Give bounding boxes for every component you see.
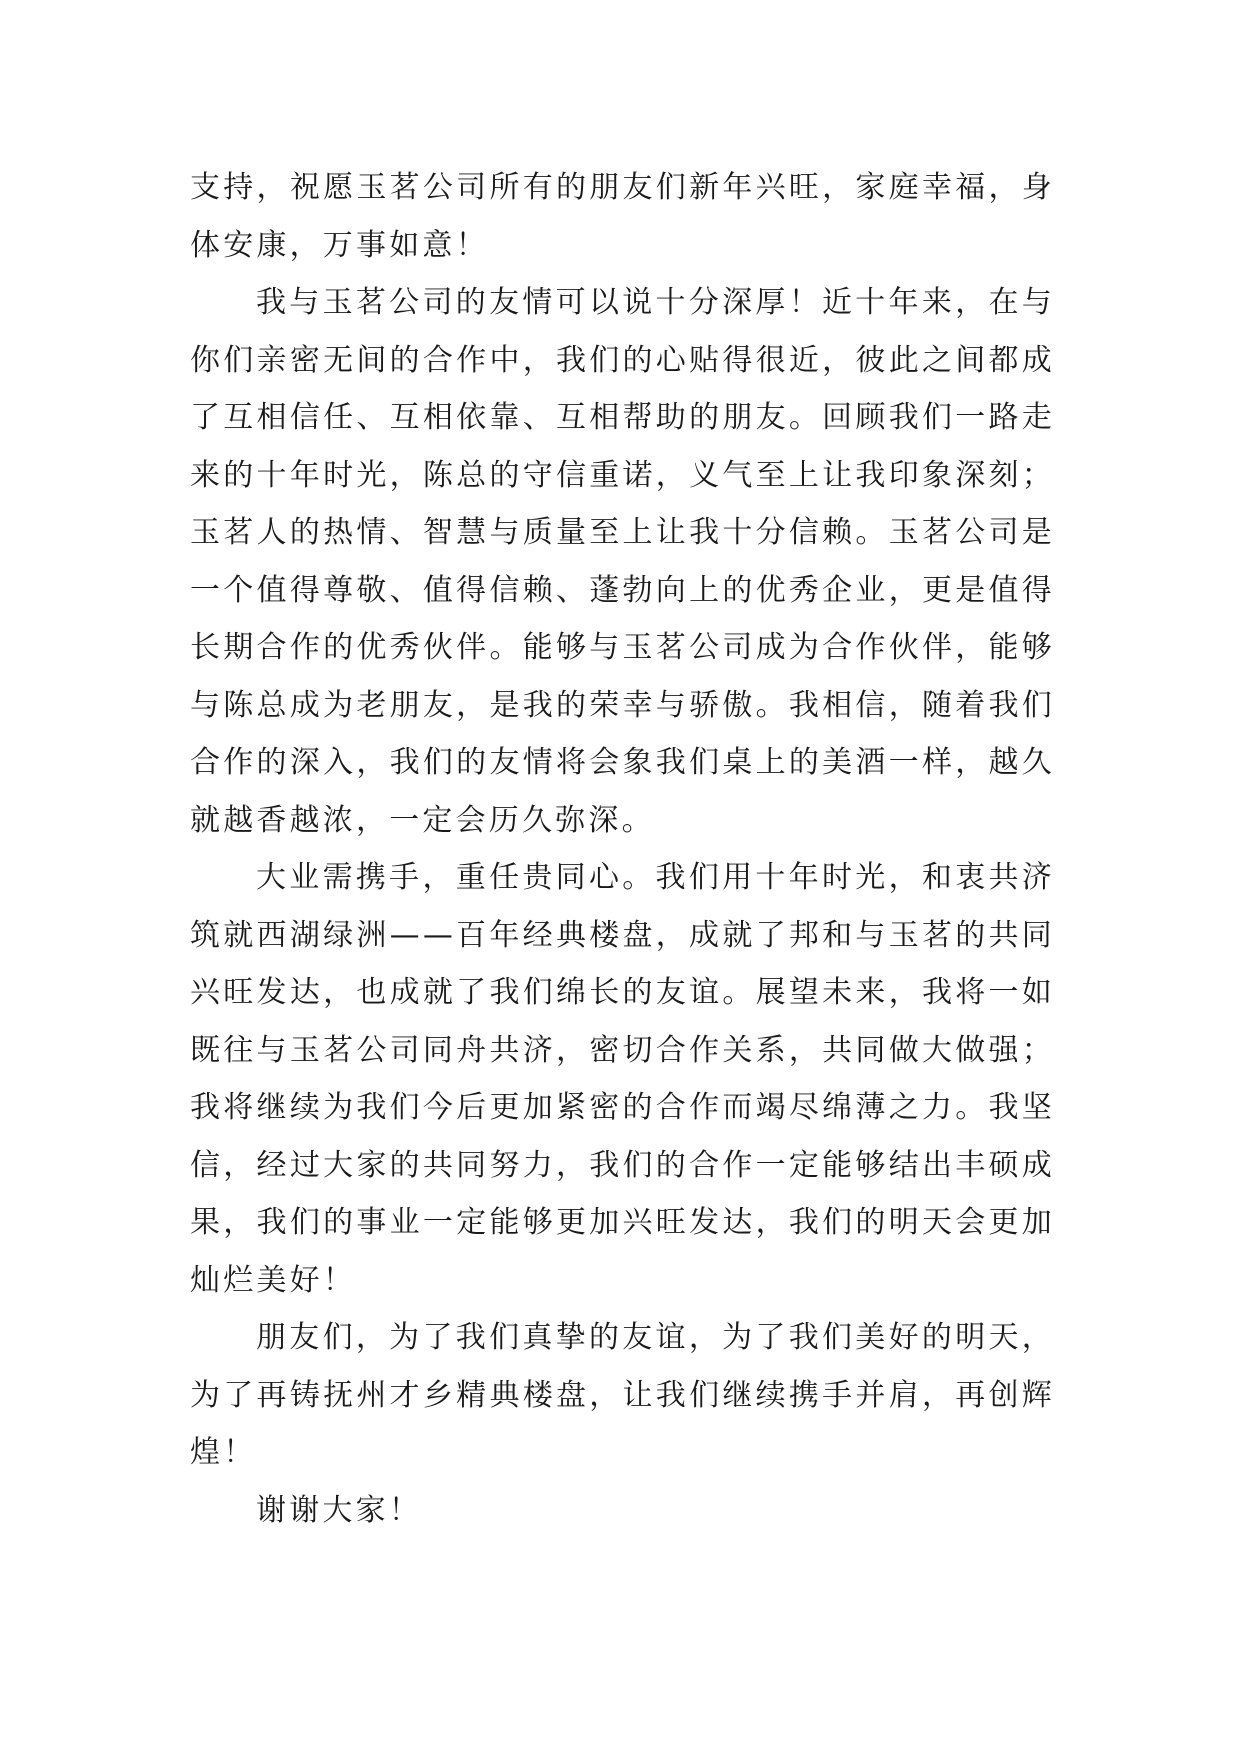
paragraph-thanks: 谢谢大家！: [256, 1492, 422, 1528]
paragraph-toast: 朋友们，为了我们真挚的友谊，为了我们美好的明天，为了再铸抚州才乡精典楼盘，让我们继续携手并肩，再创辉煌！: [190, 1320, 1055, 1470]
paragraph-closing-wishes: 支持，祝愿玉茗公司所有的朋友们新年兴旺，家庭幸福，身体安康，万事如意！: [190, 170, 1055, 263]
paragraph-friendship: 我与玉茗公司的友情可以说十分深厚！近十年来，在与你们亲密无间的合作中，我们的心贴得很近，彼此之间都成了互相信任、互相依靠、互相帮助的朋友。回顾我们一路走来的十年时光，陈总的守信重诺，义气至上让我印象深刻；玉茗人的热情、智慧与质量至上让我十分信赖。玉茗公司是一个值得尊敬、值得信赖、蓬勃向上的优秀企业，更是值得长期合作的优秀伙伴。能够与玉茗公司成为合作伙伴，能够与陈总成为老朋友，是我的荣幸与骄傲。我相信，随着我们合作的深入，我们的友情将会象我们桌上的美酒一样，越久就越香越浓，一定会历久弥深。: [190, 285, 1055, 838]
paragraph-cooperation-outlook: 大业需携手，重任贵同心。我们用十年时光，和衷共济筑就西湖绿洲——百年经典楼盘，成就了邦和与玉茗的共同兴旺发达，也成就了我们绵长的友谊。展望未来，我将一如既往与玉茗公司同舟共济，密切合作关系，共同做大做强；我将继续为我们今后更加紧密的合作而竭尽绵薄之力。我坚信，经过大家的共同努力，我们的合作一定能够结出丰硕成果，我们的事业一定能够更加兴旺发达，我们的明天会更加灿烂美好！: [190, 860, 1055, 1298]
document-body: [190, 159, 1055, 1539]
